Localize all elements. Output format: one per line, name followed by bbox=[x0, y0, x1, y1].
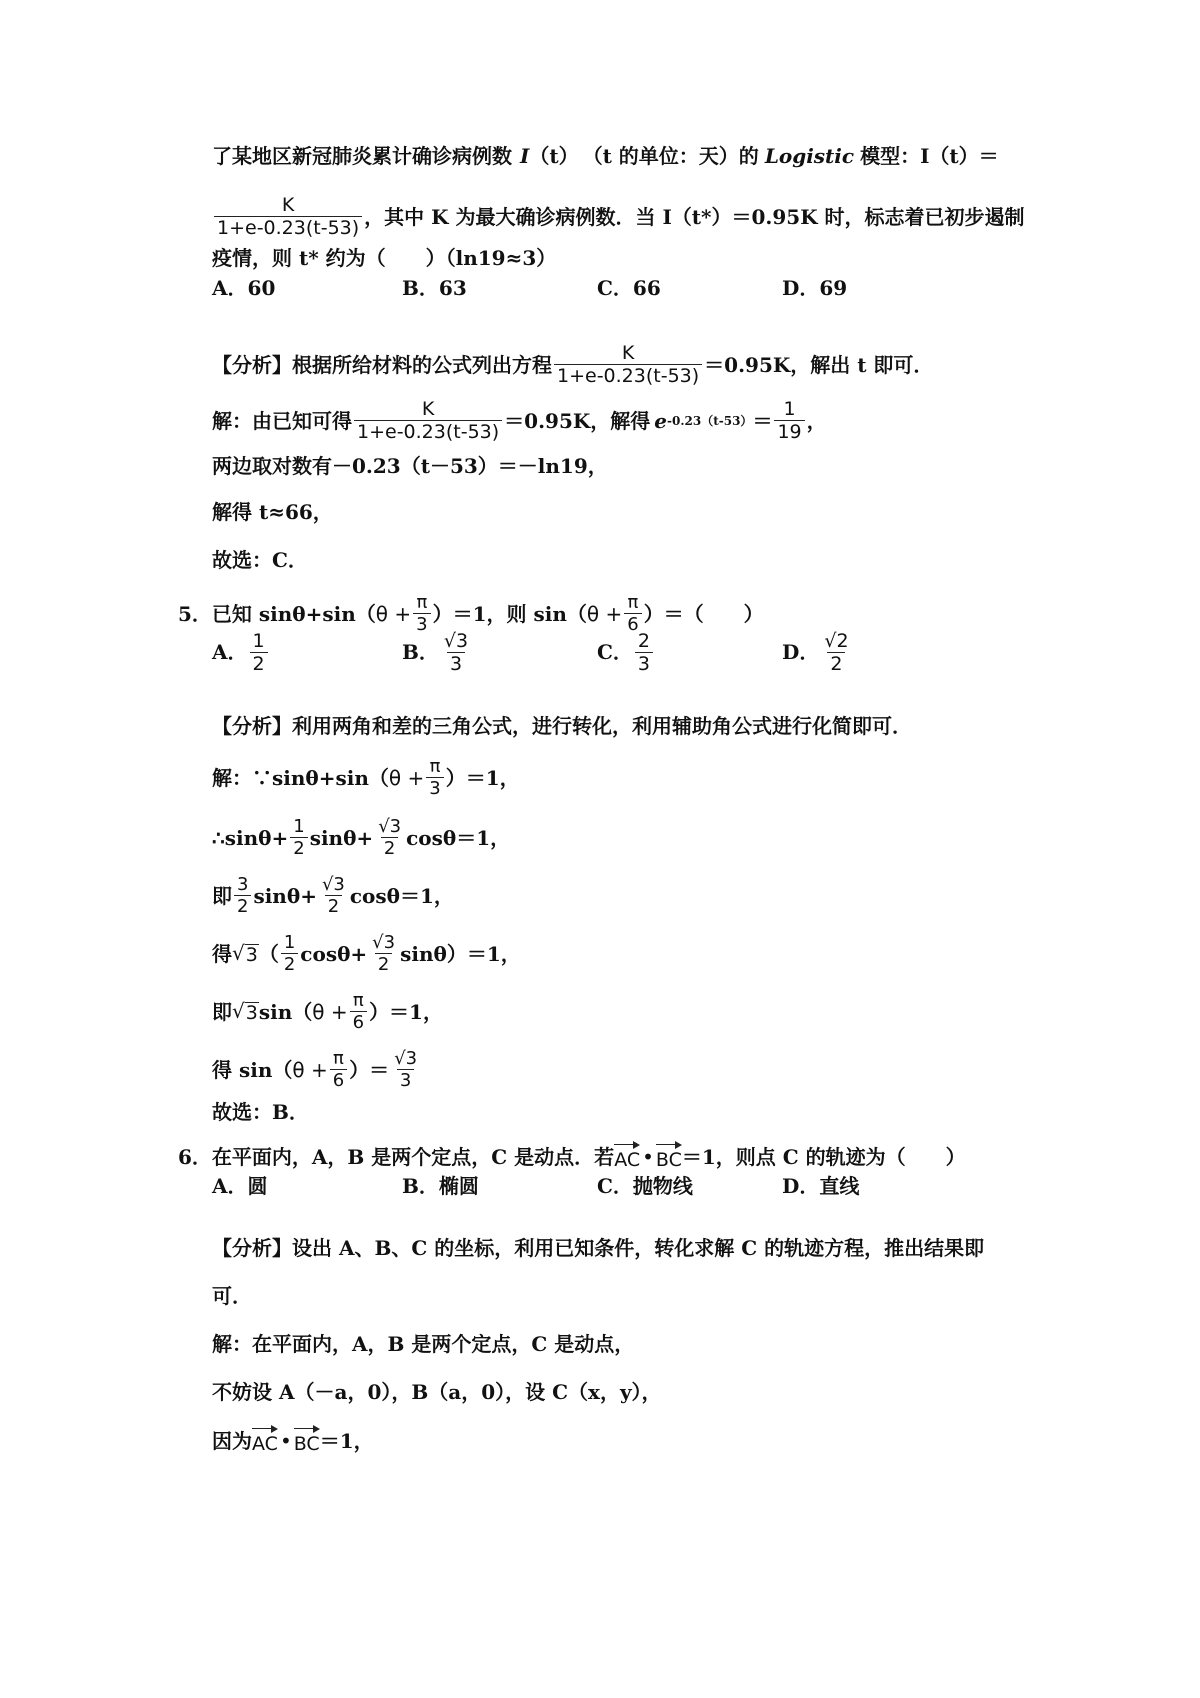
q4-formula-line bbox=[212, 194, 1050, 239]
q5-s6-pi6: $\frac{\pi}{6}$ bbox=[330, 1048, 347, 1091]
q4-analysis-formula-den: 1+e-0.23(t-53) bbox=[554, 364, 702, 387]
q6-sol3-b: ＝1， bbox=[319, 1429, 374, 1453]
q5-s5-sqrt3: √ 3 bbox=[232, 999, 258, 1024]
q6-option-a: A．圆 bbox=[212, 1174, 268, 1198]
q5-s4-root3-2: $\frac{√3}{2}$ bbox=[372, 932, 396, 975]
q5-stem-c: ）＝（ ） bbox=[643, 601, 764, 626]
q4-sol1-exp: -0.23（t-53） bbox=[667, 413, 753, 428]
q4-sol1-formula-den: 1+e-0.23(t-53) bbox=[354, 420, 502, 443]
q4-sol1-formula-num: K bbox=[421, 398, 435, 420]
q4-analysis-suffix: ＝0.95K，解出 t 即可． bbox=[704, 352, 934, 377]
q4-sol1-mid: ＝0.95K，解得 bbox=[504, 408, 651, 433]
q5-s2 bbox=[212, 816, 1050, 859]
q4-unit-text: （t 的单位：天）的 bbox=[582, 144, 759, 168]
q5-s4-sqrt3: √ 3 bbox=[232, 941, 258, 966]
q4-logistic: Logistic bbox=[764, 144, 855, 168]
q5-s1-theta: θ + bbox=[388, 765, 425, 790]
q6-option-d: D．直线 bbox=[782, 1174, 860, 1198]
q6-sol3-vec-ac: AC bbox=[252, 1424, 278, 1458]
q4-I-t-eq: I（t）＝ bbox=[920, 144, 999, 168]
q5-s1-b: ）＝1， bbox=[445, 765, 520, 790]
q5-option-b: B． $\frac{√3}{3}$ bbox=[402, 629, 469, 675]
q5-stem-6: 6 bbox=[624, 613, 641, 635]
q5-s3-c: cosθ＝1， bbox=[349, 883, 454, 908]
q4-option-a: A．60 bbox=[212, 276, 276, 300]
q5-s5-theta: θ + bbox=[312, 999, 348, 1024]
q6-analysis-1 bbox=[212, 1234, 1050, 1262]
q6-analysis-2 bbox=[212, 1282, 1050, 1310]
q4-line2-text: ，其中 K 为最大确诊病例数．当 I（t*）＝0.95K 时，标志着已初步遏制 bbox=[364, 204, 1025, 229]
q4-I: I bbox=[520, 144, 530, 168]
q6-analysis-1-text: 【分析】设出 A、B、C 的坐标，利用已知条件，转化求解 C 的轨迹方程，推出结果即 bbox=[212, 1236, 985, 1260]
q5-option-d: D． $\frac{√2}{2}$ bbox=[782, 629, 849, 675]
q4-intro-text: 了某地区新冠肺炎累计确诊病例数 bbox=[212, 144, 512, 168]
q5-s4-half: $\frac{1}{2}$ bbox=[281, 932, 298, 975]
q5-analysis-text: 【分析】利用两角和差的三角公式，进行转化，利用辅助角公式进行化简即可． bbox=[212, 714, 912, 738]
q4-formula-num: K bbox=[281, 194, 295, 216]
q4-sol1-formula bbox=[354, 398, 502, 443]
q4-sol3-text: 解得 t≈66， bbox=[212, 500, 333, 524]
q6-sol1 bbox=[212, 1330, 1050, 1358]
q5-s1-pi3: $\frac{\pi}{3}$ bbox=[426, 756, 443, 799]
q5-s6-root3-3: $\frac{√3}{3}$ bbox=[394, 1048, 418, 1091]
q4-sol1-end: ， bbox=[806, 408, 827, 433]
q5-s2-a: ∴sinθ+ bbox=[212, 825, 289, 850]
q5-s4-d: sinθ）＝1， bbox=[400, 941, 521, 966]
q5-stem-3: 3 bbox=[413, 613, 430, 635]
q4-analysis-prefix: 【分析】根据所给材料的公式列出方程 bbox=[212, 352, 552, 377]
q4-analysis bbox=[212, 342, 1050, 387]
q6-option-b: B．椭圆 bbox=[402, 1174, 479, 1198]
q4-sol1 bbox=[212, 398, 1050, 443]
q5-s3-b: sinθ+ bbox=[253, 883, 317, 908]
q5-stem-a: 5．已知 sinθ+sin（ bbox=[178, 601, 376, 626]
q5-s3-3-2: $\frac{3}{2}$ bbox=[234, 874, 251, 917]
q4-sol1-frac-den: 19 bbox=[774, 420, 804, 443]
q6-sol3-dot: • bbox=[279, 1429, 292, 1453]
q4-option-d: D．69 bbox=[782, 276, 848, 300]
q6-vec-bc: BC bbox=[656, 1140, 682, 1174]
q6-sol3-vec-bc: BC bbox=[294, 1424, 320, 1458]
q4-option-c: C．66 bbox=[597, 276, 661, 300]
q5-stem-pi2: π bbox=[627, 592, 639, 613]
q6-stem-a: 6．在平面内，A，B 是两个定点，C 是动点．若 bbox=[178, 1145, 615, 1169]
q6-sol3 bbox=[212, 1424, 1050, 1458]
q4-sol1-eq: ＝ bbox=[752, 408, 773, 433]
q4-sol1-e: e bbox=[654, 408, 667, 433]
q6-option-c: C．抛物线 bbox=[597, 1174, 693, 1198]
q5-s2-c: cosθ＝1， bbox=[406, 825, 511, 850]
q5-answer bbox=[212, 1098, 1050, 1126]
q5-s3-root3-2: $\frac{√3}{2}$ bbox=[321, 874, 345, 917]
q5-analysis bbox=[212, 712, 1050, 740]
q4-sol2-text: 两边取对数有－0.23（t－53）＝－ln19， bbox=[212, 454, 608, 478]
q5-s5-c: ）＝1， bbox=[369, 999, 443, 1024]
q5-s4-c: cosθ+ bbox=[300, 941, 368, 966]
q5-s5-b: sin（ bbox=[258, 999, 313, 1024]
q4-sol1-frac bbox=[774, 398, 804, 443]
q6-analysis-2-text: 可． bbox=[212, 1284, 252, 1308]
q5-s4-a: 得 bbox=[212, 941, 232, 966]
q5-option-c: C． $\frac{2}{3}$ bbox=[597, 630, 655, 675]
q5-s4-b: （ bbox=[258, 941, 279, 966]
q5-s6-a: 得 sin（ bbox=[212, 1057, 293, 1082]
q6-sol2-text: 不妨设 A（－a，0），B（a，0），设 C（x，y）， bbox=[212, 1380, 662, 1404]
q5-stem-theta: θ + bbox=[375, 601, 412, 626]
q4-option-b: B．63 bbox=[402, 276, 467, 300]
q4-sol2 bbox=[212, 452, 1050, 480]
q4-line3-text: 疫情，则 t* 约为（ ）（ln19≈3） bbox=[212, 246, 557, 270]
q5-option-a: A． $\frac{1}{2}$ bbox=[212, 630, 270, 675]
q5-s2-root3-2: $\frac{√3}{2}$ bbox=[378, 816, 402, 859]
q5-s6-b: ）＝ bbox=[349, 1057, 390, 1082]
q5-s5-a: 即 bbox=[212, 999, 232, 1024]
q4-sol1-prefix: 解：由已知可得 bbox=[212, 408, 352, 433]
q6-sol3-a: 因为 bbox=[212, 1429, 252, 1453]
q6-sol2 bbox=[212, 1378, 1050, 1406]
q5-stem-pi: π bbox=[416, 592, 428, 613]
q5-s6-theta: θ + bbox=[292, 1057, 328, 1082]
q5-stem-theta2: θ + bbox=[586, 601, 623, 626]
q4-sol1-frac-num: 1 bbox=[783, 398, 796, 420]
q4-model-text: 模型： bbox=[860, 144, 921, 168]
q5-s3-a: 即 bbox=[212, 883, 232, 908]
q5-s1-a: 解：∵sinθ+sin（ bbox=[212, 765, 389, 790]
q6-dot: • bbox=[642, 1145, 654, 1169]
q5-s3 bbox=[212, 874, 1050, 917]
q5-s1 bbox=[212, 756, 1050, 799]
q4-line3 bbox=[212, 244, 1050, 272]
q4-analysis-formula-num: K bbox=[621, 342, 635, 364]
q5-s5 bbox=[212, 990, 1050, 1033]
q5-s2-b: sinθ+ bbox=[309, 825, 374, 850]
q5-stem-b: ）＝1，则 sin（ bbox=[432, 601, 587, 626]
q5-s2-half: $\frac{1}{2}$ bbox=[290, 816, 307, 859]
q5-s6 bbox=[212, 1048, 1050, 1091]
q6-stem-b: ＝1，则点 C 的轨迹为（ ） bbox=[681, 1145, 966, 1169]
q4-sol3 bbox=[212, 498, 1050, 526]
q4-t-paren: （t） bbox=[529, 144, 579, 168]
q4-formula-den: 1+e-0.23(t-53) bbox=[214, 216, 362, 239]
q6-sol1-text: 解：在平面内，A，B 是两个定点，C 是动点， bbox=[212, 1332, 635, 1356]
q4-answer bbox=[212, 546, 1050, 574]
q5-s5-pi6: $\frac{\pi}{6}$ bbox=[350, 990, 367, 1033]
q6-stem bbox=[178, 1140, 1050, 1174]
q5-s4 bbox=[212, 932, 1050, 975]
q5-answer-text: 故选：B． bbox=[212, 1100, 309, 1124]
q6-vec-ac: AC bbox=[614, 1140, 640, 1174]
q4-answer-text: 故选：C． bbox=[212, 548, 308, 572]
q4-formula bbox=[214, 194, 362, 239]
q4-analysis-formula bbox=[554, 342, 702, 387]
q4-intro-line bbox=[212, 142, 1050, 170]
